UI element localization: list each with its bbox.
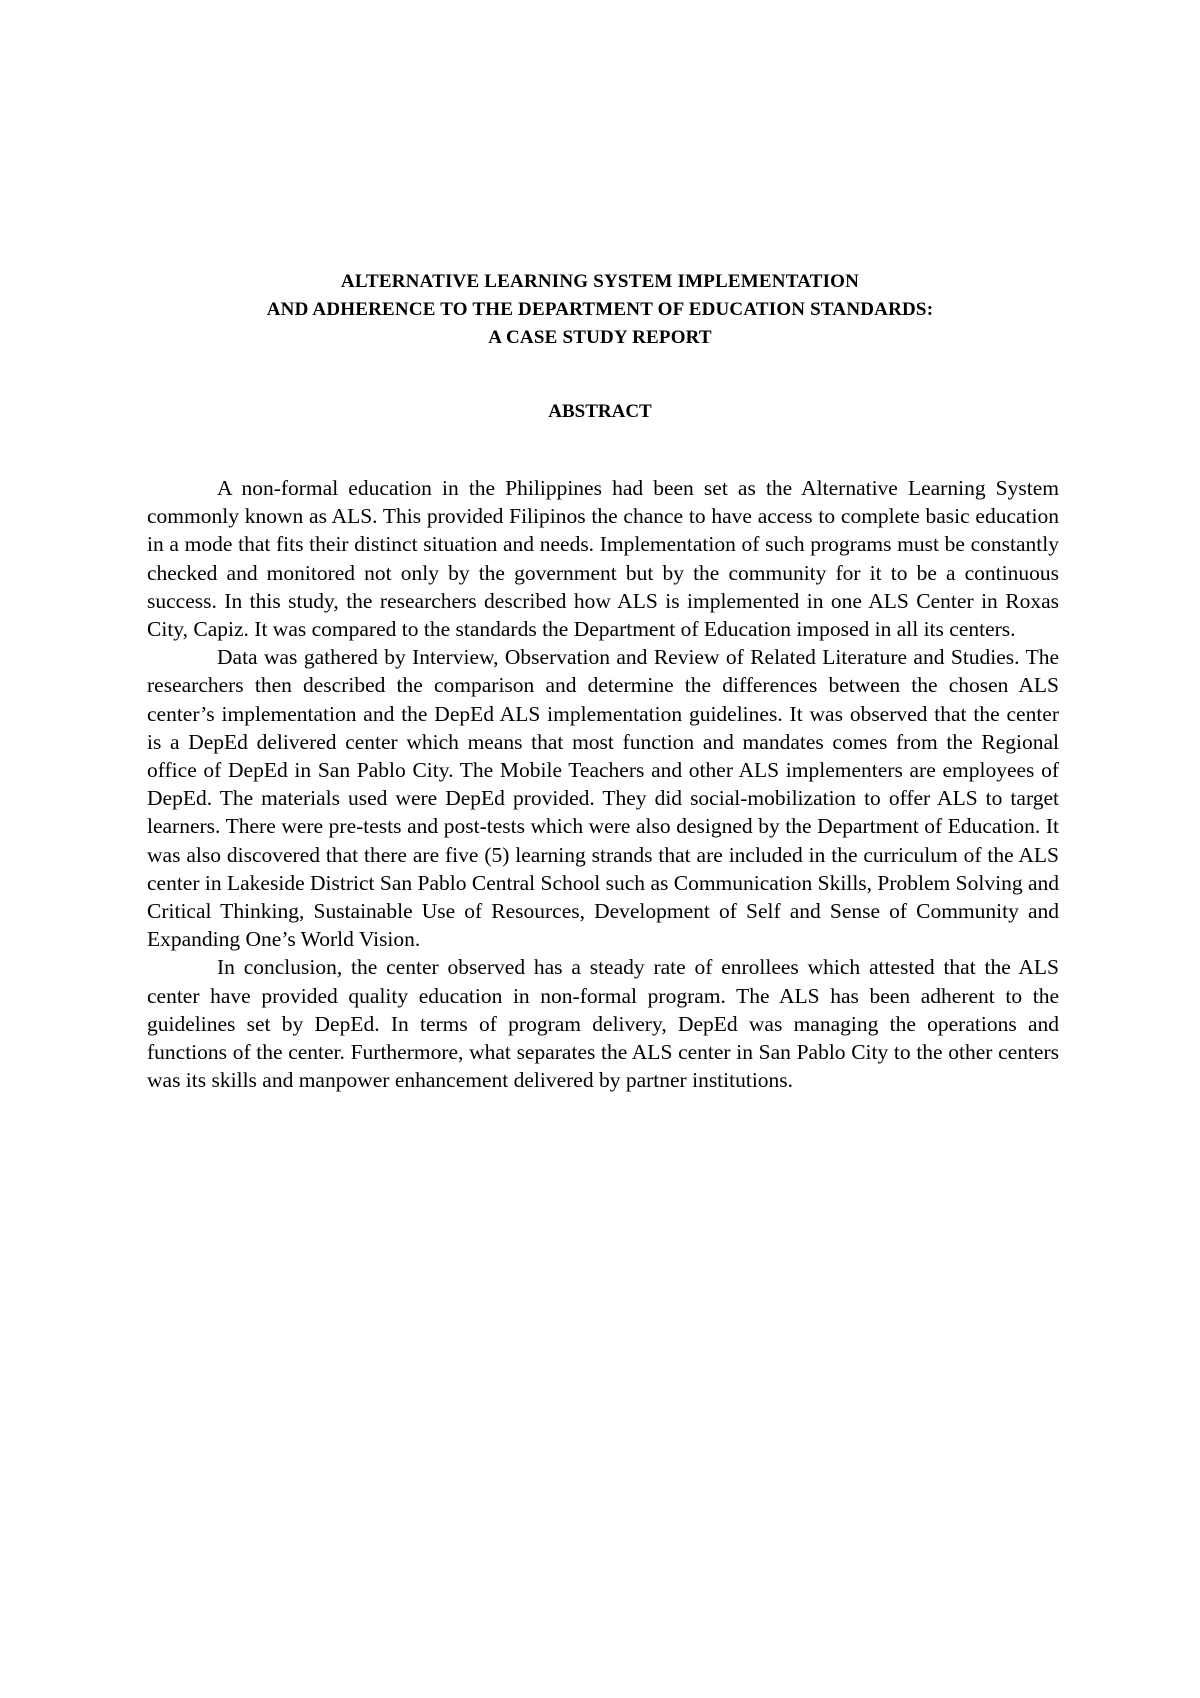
title-line-3: A CASE STUDY REPORT <box>488 327 712 348</box>
title-line-2: AND ADHERENCE TO THE DEPARTMENT OF EDUCATION STANDARDS: <box>266 299 934 320</box>
abstract-paragraph-1: A non-formal education in the Philippines had been set as the Alternative Learning System commonly known as ALS. This provided Filipinos the chance to have access to complete basic education in a mode that fits their distinct situation and needs. Implementation of such programs must be constantly checked and monitored not only by the government but by the community for it to be a continuous success. In this study, the researchers described how ALS is implemented in one ALS Center in Roxas City, Capiz. It was compared to the standards the Department of Education imposed in all its centers. <box>147 476 1059 642</box>
abstract-paragraph-2: Data was gathered by Interview, Observation and Review of Related Literature and Studies. The researchers then described the comparison and determine the differences between the chosen ALS center’s implementation and the DepEd ALS implementation guidelines. It was observed that the center is a DepEd delivered center which means that most function and mandates comes from the Regional office of DepEd in San Pablo City. The Mobile Teachers and other ALS implementers are employees of DepEd. The materials used were DepEd provided. They did social-mobilization to offer ALS to target learners. There were pre-tests and post-tests which were also designed by the Department of Education. It was also discovered that there are five (5) learning strands that are included in the curriculum of the ALS center in Lakeside District San Pablo Central School such as Communication Skills, Problem Solving and Critical Thinking, Sustainable Use of Resources, Development of Self and Sense of Community and Expanding One’s World Vision. <box>147 645 1059 952</box>
paper-title <box>0 268 1200 352</box>
abstract-paragraph-3: In conclusion, the center observed has a steady rate of enrollees which attested that the ALS center have provided quality education in non-formal program. The ALS has been adherent to the guidelines set by DepEd. In terms of program delivery, DepEd was managing the operations and functions of the center. Furthermore, what separates the ALS center in San Pablo City to the other centers was its skills and manpower enhancement delivered by partner institutions. <box>147 955 1059 1093</box>
title-line-1: ALTERNATIVE LEARNING SYSTEM IMPLEMENTATION <box>340 271 860 292</box>
abstract-heading: ABSTRACT <box>548 401 652 422</box>
abstract-body <box>147 474 1059 1094</box>
